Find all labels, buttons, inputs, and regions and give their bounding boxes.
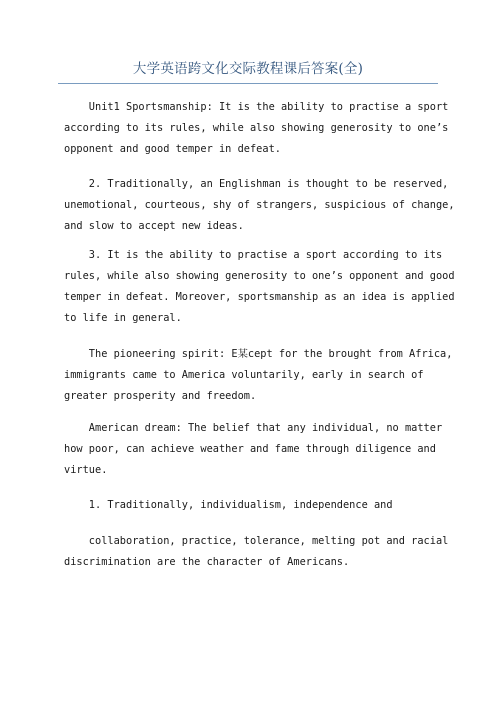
paragraph-line: 3. It is the ability to practise a sport according to its <box>64 249 443 261</box>
paragraph-line: greater prosperity and freedom. <box>64 390 257 402</box>
paragraph-line: 2. Traditionally, an Englishman is thought to be reserved, <box>64 178 449 190</box>
paragraph-line: Unit1 Sportsmanship: It is the ability to practise a sport <box>64 101 449 113</box>
document-title: 大学英语跨文化交际教程课后答案(全) <box>132 61 364 77</box>
paragraph-line: how poor, can achieve weather and fame through diligence and <box>64 443 436 455</box>
paragraph-american-character <box>64 531 449 573</box>
paragraph-line: to life in general. <box>64 312 182 324</box>
paragraph-traditionally <box>64 495 436 516</box>
paragraph-sportsmanship <box>64 97 449 160</box>
title-divider <box>58 83 438 84</box>
paragraph-line: collaboration, practice, tolerance, melting pot and racial <box>64 535 449 547</box>
paragraph-line: discrimination are the character of Americans. <box>64 556 350 568</box>
paragraph-line: 1. Traditionally, individualism, independence and <box>64 499 393 511</box>
paragraph-line: unemotional, courteous, shy of strangers, suspicious of change, <box>64 199 455 211</box>
paragraph-line: immigrants came to America voluntarily, early in search of <box>64 369 424 381</box>
paragraph-line: American dream: The belief that any individual, no matter <box>64 422 443 434</box>
paragraph-line: virtue. <box>64 464 108 476</box>
paragraph-sportsmanship-detail <box>64 245 455 329</box>
paragraph-pioneering-spirit <box>64 344 453 407</box>
paragraph-line: and slow to accept new ideas. <box>64 220 244 232</box>
paragraph-line: temper in defeat. Moreover, sportsmanship as an idea is applied <box>64 291 455 303</box>
paragraph-englishman <box>64 174 455 237</box>
paragraph-line: opponent and good temper in defeat. <box>64 143 281 155</box>
paragraph-line: according to its rules, while also showing generosity to one’s <box>64 122 449 134</box>
paragraph-american-dream <box>64 418 443 481</box>
paragraph-line: rules, while also showing generosity to one’s opponent and good <box>64 270 455 282</box>
paragraph-line: The pioneering spirit: E某cept for the brought from Africa, <box>64 348 453 360</box>
